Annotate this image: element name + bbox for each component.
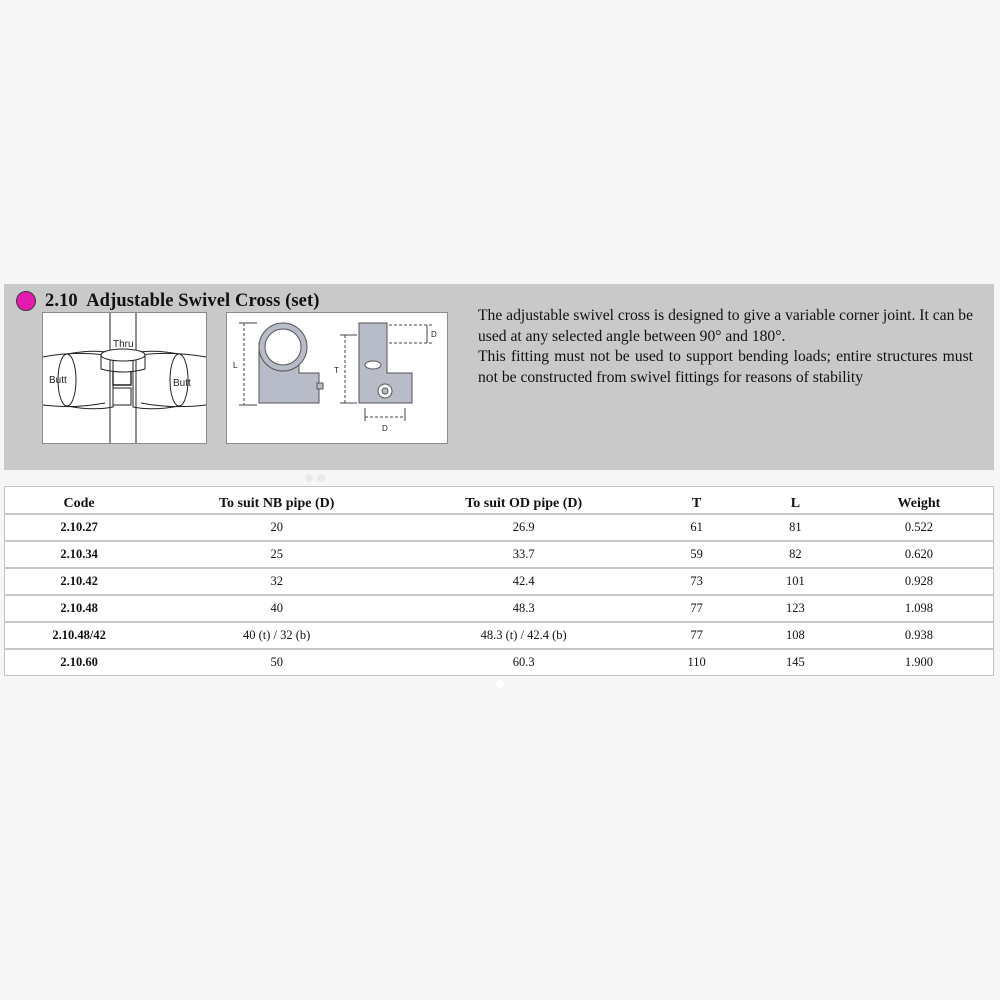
- swivel-cross-illustration: [42, 312, 207, 444]
- cell-weight: 0.938: [845, 622, 993, 649]
- cell-weight: 0.522: [845, 514, 993, 541]
- cell-od-pipe: 48.3 (t) / 42.4 (b): [400, 622, 647, 649]
- cell-od-pipe: 42.4: [400, 568, 647, 595]
- cell-code: 2.10.48: [5, 595, 153, 622]
- cell-nb-pipe: 20: [153, 514, 400, 541]
- section-number: 2.10: [45, 290, 78, 311]
- thru-label: Thru: [113, 339, 134, 350]
- table-row: [5, 595, 993, 622]
- bullet-icon: [16, 291, 36, 311]
- header-code: Code: [63, 496, 95, 511]
- cell-weight: 0.620: [845, 541, 993, 568]
- cell-t: 73: [647, 568, 746, 595]
- cell-code: 2.10.27: [5, 514, 153, 541]
- cell-t: 77: [647, 622, 746, 649]
- l-dimension-label: L: [233, 361, 238, 370]
- cell-t: 61: [647, 514, 746, 541]
- section-title: Adjustable Swivel Cross (set): [86, 290, 320, 311]
- t-dimension-label: T: [334, 366, 339, 375]
- cell-t: 77: [647, 595, 746, 622]
- cell-t: 59: [647, 541, 746, 568]
- cell-code: 2.10.60: [5, 649, 153, 675]
- product-panel: [4, 284, 994, 470]
- cell-od-pipe: 26.9: [400, 514, 647, 541]
- cell-weight: 1.098: [845, 595, 993, 622]
- cell-l: 123: [746, 595, 845, 622]
- cell-l: 82: [746, 541, 845, 568]
- cell-weight: 1.900: [845, 649, 993, 675]
- description-paragraph-1: The adjustable swivel cross is designed to give a variable corner joint. It can be used at any selected angle between 90° and 180°.: [478, 307, 973, 345]
- cell-l: 145: [746, 649, 845, 675]
- d-top-dimension-label: D: [431, 330, 437, 339]
- decorative-dot: [317, 474, 325, 482]
- cell-nb-pipe: 32: [153, 568, 400, 595]
- cell-weight: 0.928: [845, 568, 993, 595]
- table-row: [5, 568, 993, 595]
- cell-l: 101: [746, 568, 845, 595]
- decorative-dot: [496, 680, 504, 688]
- dimension-diagram-icon: [227, 313, 447, 443]
- butt-left-label: Butt: [49, 375, 67, 386]
- d-bottom-dimension-label: D: [382, 424, 388, 433]
- table-header-row: [5, 487, 993, 514]
- cell-od-pipe: 60.3: [400, 649, 647, 675]
- table-row: [5, 514, 993, 541]
- cell-code: 2.10.42: [5, 568, 153, 595]
- specification-table: [4, 486, 994, 676]
- header-l: L: [790, 496, 801, 511]
- cell-t: 110: [647, 649, 746, 675]
- cell-nb-pipe: 40: [153, 595, 400, 622]
- header-nb-pipe: To suit NB pipe (D): [218, 496, 335, 511]
- table-row: [5, 541, 993, 568]
- cell-nb-pipe: 50: [153, 649, 400, 675]
- cell-l: 108: [746, 622, 845, 649]
- cell-nb-pipe: 40 (t) / 32 (b): [153, 622, 400, 649]
- cell-nb-pipe: 25: [153, 541, 400, 568]
- header-t: T: [691, 496, 702, 511]
- cell-od-pipe: 48.3: [400, 595, 647, 622]
- header-od-pipe: To suit OD pipe (D): [465, 496, 583, 511]
- cell-l: 81: [746, 514, 845, 541]
- cell-od-pipe: 33.7: [400, 541, 647, 568]
- table-row: [5, 649, 993, 675]
- cell-code: 2.10.48/42: [5, 622, 153, 649]
- dimension-drawing: [226, 312, 448, 444]
- product-description: [478, 306, 973, 388]
- decorative-dot: [305, 474, 313, 482]
- description-paragraph-2: This fitting must not be used to support bending loads; entire structures must not be constructed from swivel fittings for reasons of stability: [478, 348, 973, 386]
- section-heading: [16, 290, 320, 312]
- cell-code: 2.10.34: [5, 541, 153, 568]
- table-row: [5, 622, 993, 649]
- header-weight: Weight: [897, 496, 941, 511]
- swivel-cross-drawing-icon: [43, 313, 206, 443]
- butt-right-label: Butt: [173, 378, 191, 389]
